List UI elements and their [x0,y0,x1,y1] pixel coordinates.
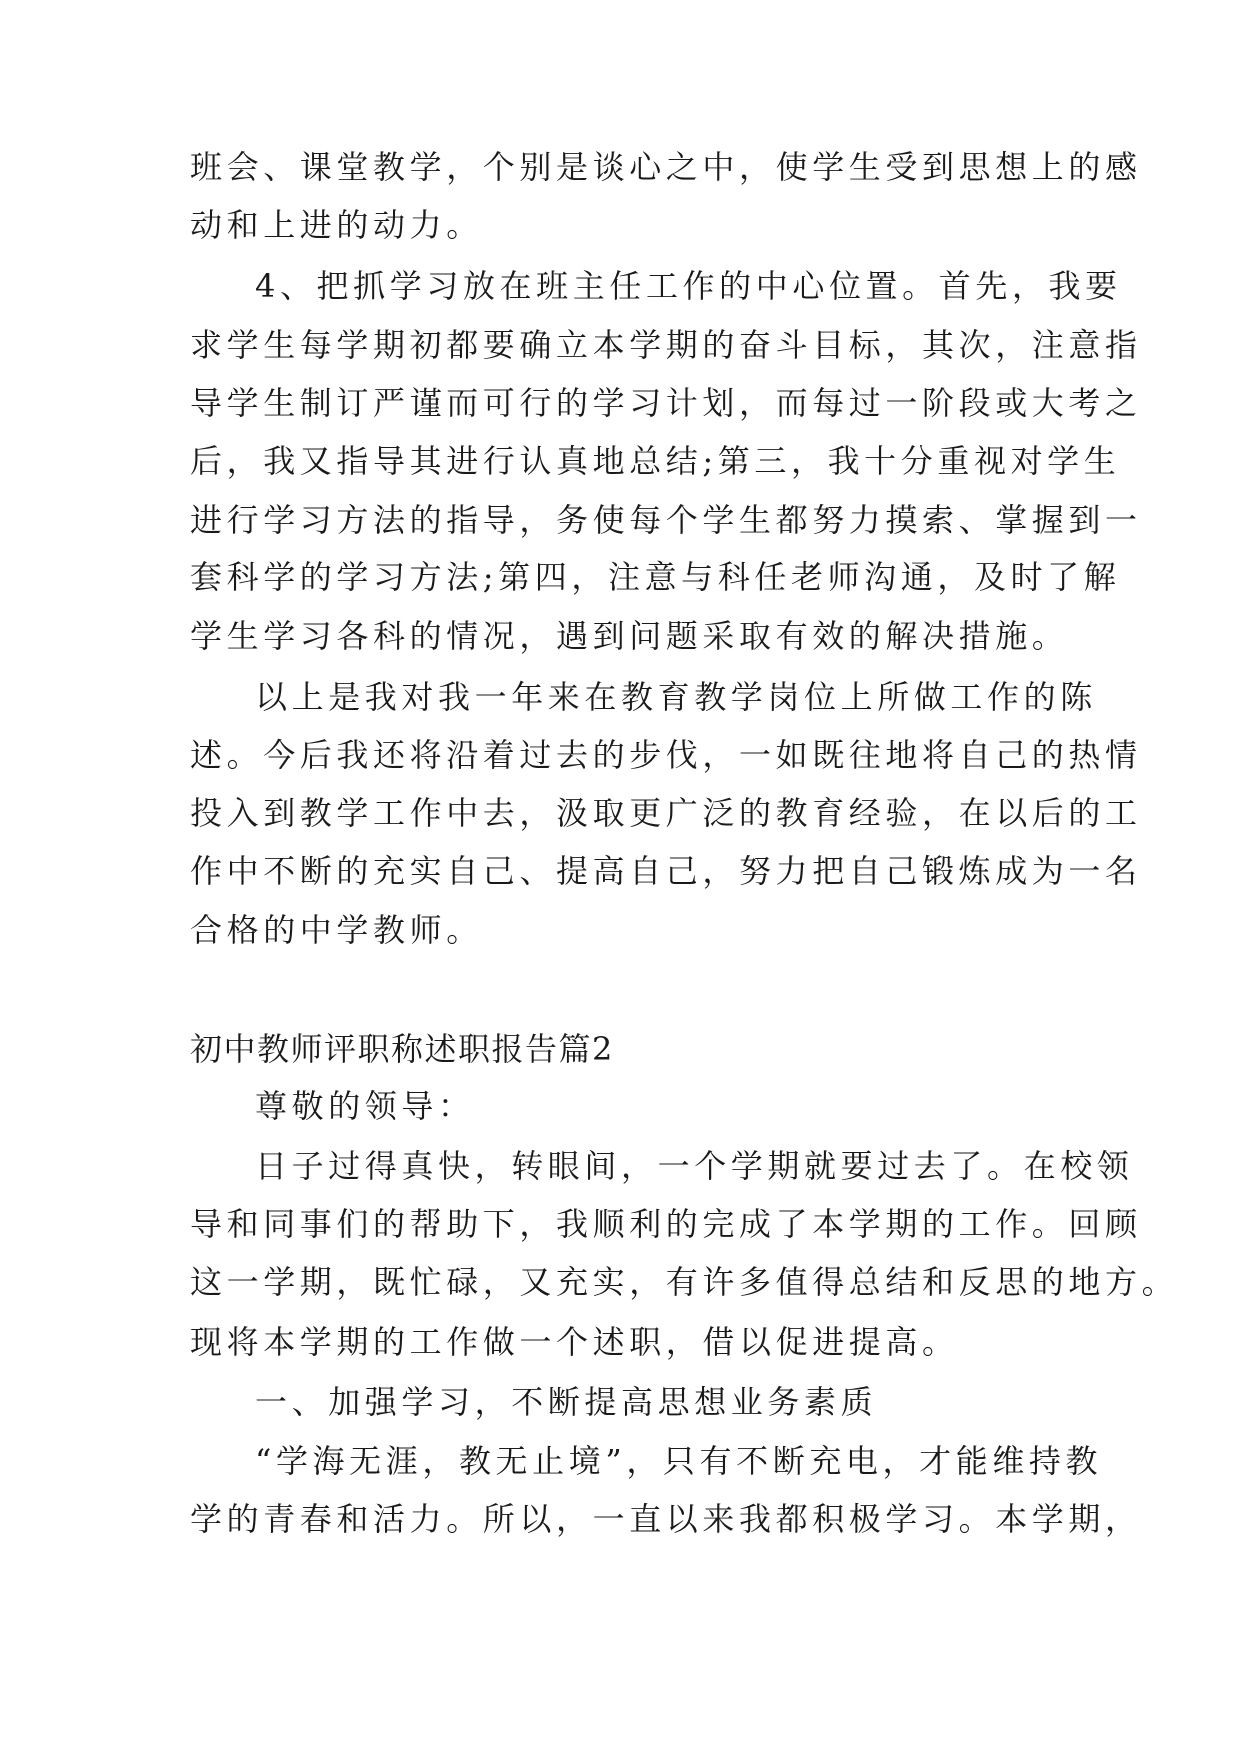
paragraph-line: 动和上进的动力。 [190,206,483,244]
subsection-heading: 一、加强学习，不断提高思想业务素质 [255,1383,878,1421]
paragraph-line: “学海无涯，教无止境”，只有不断充电，才能维持教 [255,1442,1103,1480]
paragraph-line: 述。今后我还将沿着过去的步伐，一如既往地将自己的热情 [190,736,1142,774]
paragraph-line: 作中不断的充实自己、提高自己，努力把自己锻炼成为一名 [190,852,1142,890]
paragraph-line: 套科学的学习方法;第四，注意与科任老师沟通，及时了解 [190,558,1121,596]
paragraph-line: 日子过得真快，转眼间，一个学期就要过去了。在校领 [255,1147,1134,1185]
paragraph-line: 现将本学期的工作做一个述职，借以促进提高。 [190,1323,959,1361]
section-heading: 初中教师评职称述职报告篇2 [190,1030,614,1068]
paragraph-line: 学的青春和活力。所以，一直以来我都积极学习。本学期， [190,1500,1142,1538]
paragraph-line: 导学生制订严谨而可行的学习计划，而每过一阶段或大考之 [190,384,1142,422]
paragraph-line: 这一学期，既忙碌，又充实，有许多值得总结和反思的地方。 [190,1263,1179,1301]
paragraph-line: 进行学习方法的指导，务使每个学生都努力摸索、掌握到一 [190,501,1142,539]
paragraph-line: 合格的中学教师。 [190,911,483,949]
paragraph-line: 求学生每学期初都要确立本学期的奋斗目标，其次，注意指 [190,326,1142,364]
paragraph-line: 4、把抓学习放在班主任工作的中心位置。首先，我要 [255,267,1122,305]
paragraph-line: 投入到教学工作中去，汲取更广泛的教育经验，在以后的工 [190,794,1142,832]
salutation: 尊敬的领导： [255,1087,475,1125]
paragraph-line: 学生学习各科的情况，遇到问题采取有效的解决措施。 [190,617,1069,655]
paragraph-line: 后，我又指导其进行认真地总结;第三，我十分重视对学生 [190,442,1121,480]
paragraph-line: 班会、课堂教学，个别是谈心之中，使学生受到思想上的感 [190,148,1142,186]
paragraph-line: 以上是我对我一年来在教育教学岗位上所做工作的陈 [255,678,1097,716]
paragraph-line: 导和同事们的帮助下，我顺利的完成了本学期的工作。回顾 [190,1205,1142,1243]
